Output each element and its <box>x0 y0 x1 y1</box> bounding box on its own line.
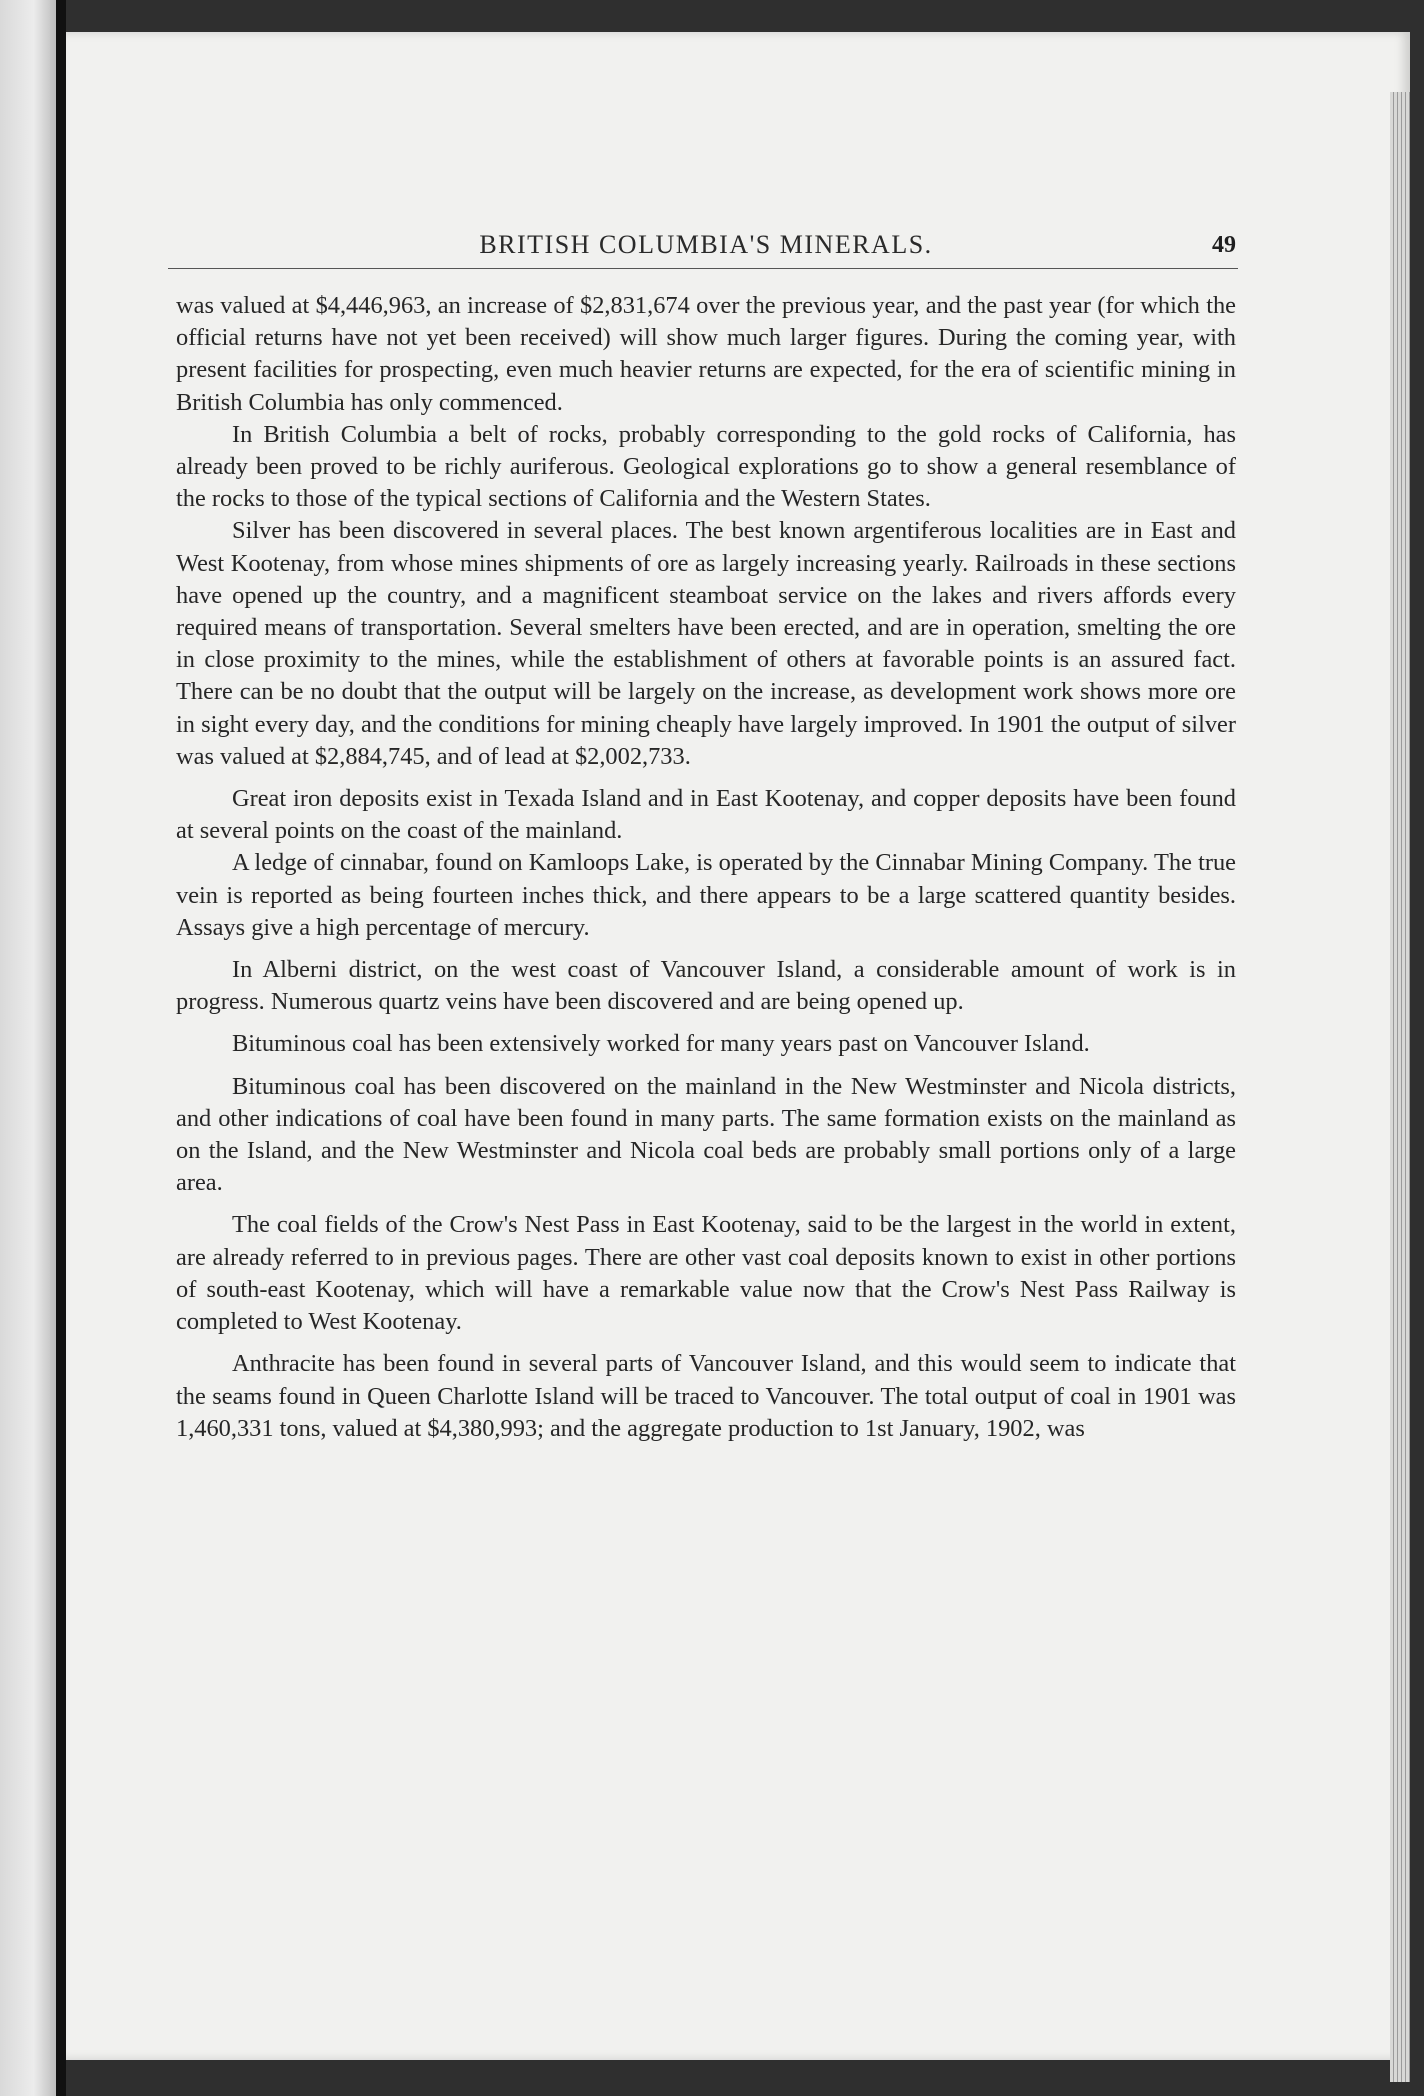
facing-page-edge <box>0 0 56 2096</box>
paragraph-7: Bituminous coal has been extensively worked for many years past on Vancouver Island. <box>232 1030 1090 1058</box>
body-text <box>176 290 1236 1445</box>
page-stack-edges <box>1390 92 1410 2082</box>
running-title: BRITISH COLUMBIA'S MINERALS. <box>479 230 933 259</box>
paragraph-8: Bituminous coal has been discovered on the mainland in the New Westminster and Nicola districts, and other indications of coal have been found in many parts. The same formation exists on the mainland as on the Island, and the New Westminster and Nicola coal beds are probably small portions only of a large area. <box>176 1072 1236 1197</box>
paragraph-9: The coal fields of the Crow's Nest Pass in East Kootenay, said to be the largest in the world in extent, are already referred to in previous pages. There are other vast coal deposits known to exist in other portions of south-east Kootenay, which will have a remarkable value now that the Crow's Nest Pass Railway is completed to West Kootenay. <box>176 1211 1236 1336</box>
header-rule <box>168 268 1238 269</box>
paragraph-5: A ledge of cinnabar, found on Kamloops Lake, is operated by the Cinnabar Mining Company. The true vein is reported as being fourteen inches thick, and there appears to be a large scattered quantity besides. Assays give a high percentage of mercury. <box>176 849 1236 941</box>
book-gutter <box>56 0 66 2096</box>
running-header <box>176 230 1236 270</box>
paragraph-1: was valued at $4,446,963, an increase of $2,831,674 over the previous year, and the past year (for which the official returns have not yet been received) will show much larger figures. During the coming year, with present facilities for prospecting, even much heavier returns are expected, for the era of scientific mining in British Columbia has only commenced. <box>176 292 1236 416</box>
paragraph-6: In Alberni district, on the west coast of Vancouver Island, a considerable amount of work is in progress. Numerous quartz veins have been discovered and are being opened up. <box>176 956 1236 1016</box>
paragraph-2: In British Columbia a belt of rocks, probably corresponding to the gold rocks of California, has already been proved to be richly auriferous. Geological explorations go to show a general resemblance of the rocks to those of the typical sections of California and the Western States. <box>176 420 1236 513</box>
page-number: 49 <box>1212 232 1236 258</box>
paragraph-3: Silver has been discovered in several places. The best known argentiferous localities are in East and West Kootenay, from whose mines shipments of ore as largely increasing yearly. Railroads in these sections have opened up the country, and a magnificent steamboat service on the lakes and rivers affords every required means of transportation. Several smelters have been erected, and are in operation, smelting the ore in close proximity to the mines, while the establishment of others at favorable points is an assured fact. There can be no doubt that the output will be largely on the increase, as development work shows more ore in sight every day, and the conditions for mining cheaply have largely improved. In 1901 the output of silver was valued at $2,884,745, and of lead at $2,002,733. <box>176 517 1236 770</box>
paragraph-4: Great iron deposits exist in Texada Island and in East Kootenay, and copper deposits have been found at several points on the coast of the mainland. <box>176 785 1236 845</box>
paragraph-10: Anthracite has been found in several parts of Vancouver Island, and this would seem to indicate that the seams found in Queen Charlotte Island will be traced to Vancouver. The total output of coal in 1901 was 1,460,331 tons, valued at $4,380,993; and the aggregate production to 1st January, 1902, was <box>176 1350 1236 1442</box>
